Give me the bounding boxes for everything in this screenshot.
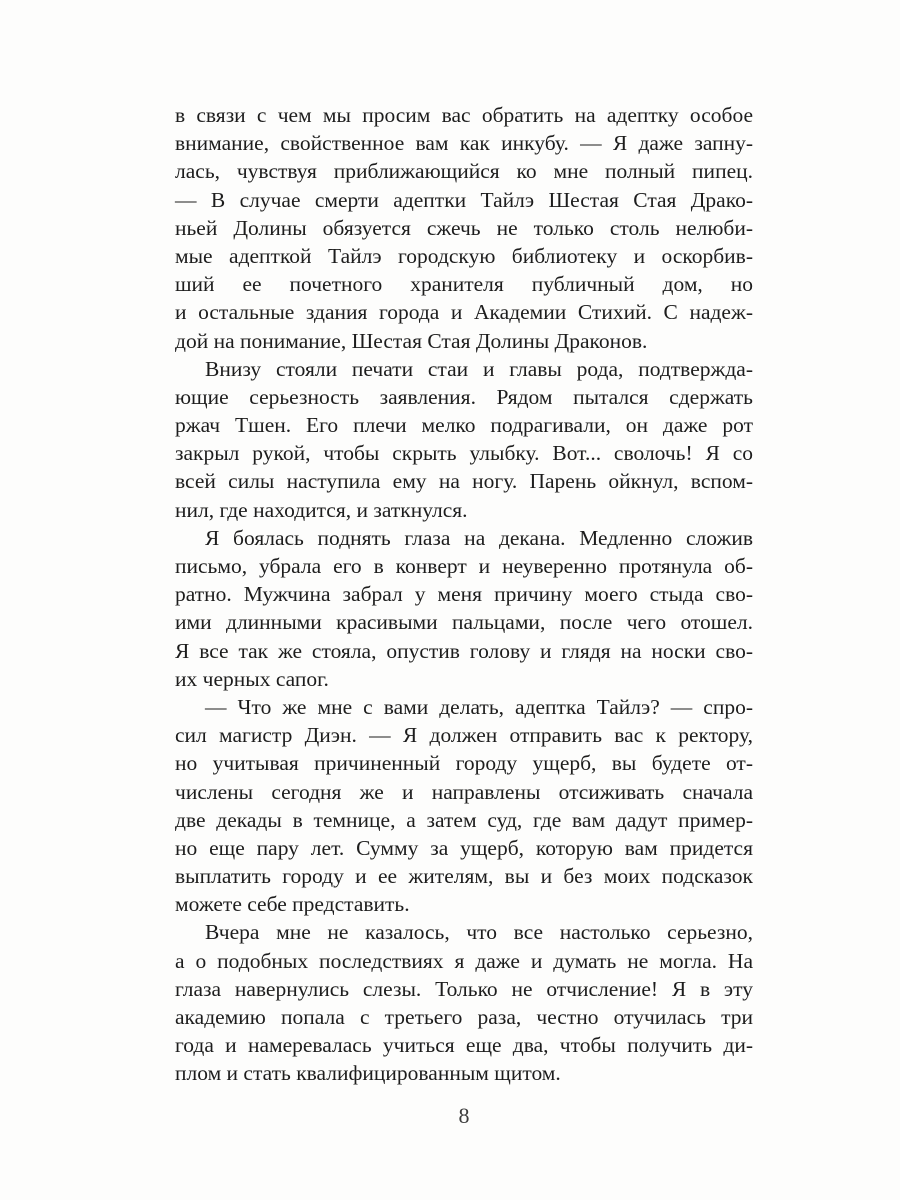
text-line: нил, где находится, и заткнулся.	[175, 497, 468, 522]
text-line: ший ее почетного хранителя публичный дом, но	[175, 272, 753, 297]
text-line: но еще пару лет. Сумму за ущерб, которую вам придется	[175, 835, 753, 860]
text-line: сил магистр Диэн. — Я должен отправить вас к ректору,	[175, 723, 753, 748]
text-line: и остальные здания города и Академии Стихий. С надеж-	[175, 300, 753, 325]
text-line: ржач Тшен. Его плечи мелко подрагивали, он даже рот	[175, 413, 753, 438]
text-line: письмо, убрала его в конверт и неуверенно протянула об-	[175, 554, 753, 578]
text-line: закрыл рукой, чтобы скрыть улыбку. Вот... сволочь! Я со	[175, 441, 753, 466]
text-line: числены сегодня же и направлены отсиживать сначала	[175, 779, 753, 804]
text-line: лась, чувствуя приближающийся ко мне полный пипец.	[175, 159, 753, 184]
paragraph	[175, 524, 753, 693]
text-line: плом и стать квалифицированным щитом.	[175, 1061, 561, 1086]
text-line: Вчера мне не казалось, что все настолько серьезно,	[205, 920, 753, 945]
paragraph	[175, 101, 753, 355]
text-line: года и намеревалась учиться еще два, чтобы получить ди-	[175, 1033, 753, 1058]
text-line: а о подобных последствиях я даже и думать не могла. На	[175, 948, 753, 973]
text-line: — В случае смерти адептки Тайлэ Шестая Стая Драко-	[175, 187, 753, 212]
text-line: академию попала с третьего раза, честно отучилась три	[175, 1005, 753, 1029]
paragraph	[175, 693, 753, 919]
text-line: — Что же мне с вами делать, адептка Тайлэ? — спро-	[205, 694, 753, 719]
text-line: можете себе представить.	[175, 892, 410, 917]
text-line: Внизу стояли печати стаи и главы рода, подтвержда-	[205, 356, 753, 381]
text-line: мые адепткой Тайлэ городскую библиотеку и оскорбив-	[175, 243, 753, 268]
text-line: Я боялась поднять глаза на декана. Медленно сложив	[205, 525, 753, 550]
text-line: ратно. Мужчина забрал у меня причину моего стыда сво-	[175, 582, 753, 607]
text-line: всей силы наступила ему на ногу. Парень ойкнул, вспом-	[175, 469, 753, 494]
text-line: внимание, свойственное вам как инкубу. — Я даже запну-	[175, 131, 753, 156]
text-line: Я все так же стояла, опустив голову и глядя на носки сво-	[175, 638, 753, 663]
paragraph	[175, 918, 753, 1087]
paragraph	[175, 355, 753, 524]
text-line: две декады в темнице, а затем суд, где вам дадут пример-	[175, 807, 753, 832]
page-text	[175, 101, 753, 1088]
text-line: выплатить городу и ее жителям, вы и без моих подсказок	[175, 864, 753, 889]
text-line: ими длинными красивыми пальцами, после чего отошел.	[175, 610, 753, 635]
text-line: дой на понимание, Шестая Стая Долины Драконов.	[175, 328, 648, 353]
text-line: ющие серьезность заявления. Рядом пытался сдержать	[175, 384, 753, 409]
text-line: их черных сапог.	[175, 666, 329, 691]
text-line: но учитывая причиненный городу ущерб, вы будете от-	[175, 751, 753, 776]
page-number: 8	[458, 1103, 470, 1128]
text-line: ньей Долины обязуется сжечь не только столь нелюби-	[175, 215, 753, 240]
text-line: в связи с чем мы просим вас обратить на адептку особое	[175, 103, 753, 127]
text-line: глаза навернулись слезы. Только не отчисление! Я в эту	[175, 976, 753, 1001]
